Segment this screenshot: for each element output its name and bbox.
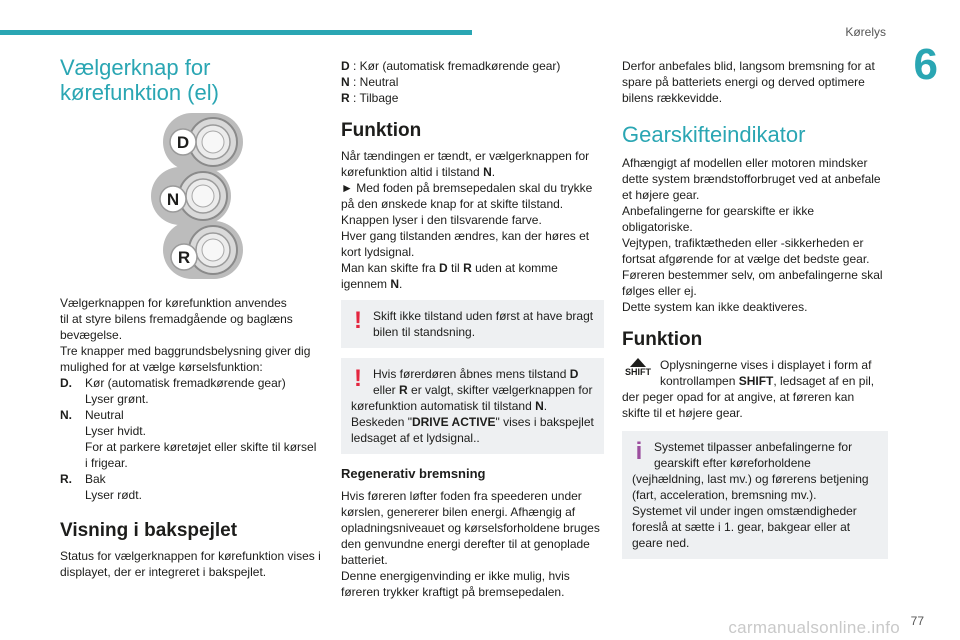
text-line: fortsat afgørende for at vælge det bedste gear. [622,252,870,266]
mode-line-r: R : Tilbage [341,91,399,105]
text-line: Status for vælgerknappen for kørefunktion vises i [60,549,321,563]
knob-d-label: D [176,133,190,152]
text-line: displayet, der er integreret i bakspejlet. [60,565,267,579]
warning-exclamation-icon: ! [354,307,362,334]
text-line: Denne energigenvinding er ikke mulig, hvis [341,569,570,583]
text-line: Knappen lyser i den tilsvarende farve. [341,213,542,227]
text-line: ► Med foden på bremsepedalen skal du trykke [341,181,593,195]
text-line: For at parkere køretøjet eller skifte til kørsel [85,440,317,454]
text-line: (fart, acceleration, bremsning mv.). [632,488,817,502]
text-line: (vejhældning, last mv.) og førerens betjening [632,472,869,486]
text-line: Vejtypen, trafiktætheden eller -sikkerheden er [622,236,864,250]
info-i-icon: i [635,438,643,465]
text-line: bilens rækkevidde. [622,91,723,105]
text-line: til at styre bilens fremadgående og baglæns [60,312,293,326]
text-line: kørefunktion automatisk til tilstand N. [351,399,548,413]
text-line: Dette system kan ikke deaktiveres. [622,300,808,314]
text-line: Lyser rødt. [85,488,142,502]
text-line: Føreren bestemmer selv, om anbefalingerne skal [622,268,883,282]
text-line: gearskift efter køreforholdene [654,456,811,470]
text-line: kort lydsignal. [341,245,415,259]
heading-gearshift-indicator: Gearskifteindikator [622,122,806,147]
function-text [341,148,604,292]
selector-knobs-illustration [91,111,291,281]
text-line: følges eller ej. [622,284,697,298]
text-line: igennem N. [341,277,403,291]
text-line: foreslå at sætte i 1. gear, bakgear eller at [632,520,851,534]
text-line: Systemet vil under ingen omstændigheder [632,504,857,518]
text-line: Kør (automatisk fremadkørende gear) [85,376,286,390]
text-line: Hver gang tilstanden ændres, kan der høres et [341,229,590,243]
text-line: Skift ikke tilstand uden først at have bragt [373,309,594,323]
text-line: Hvis førerdøren åbnes mens tilstand D [373,367,579,381]
knob-r-label: R [177,248,191,267]
regen-text [341,488,604,600]
text-line: Afhængigt af modellen eller motoren mindsker [622,156,868,170]
text-line: bevægelse. [60,328,123,342]
heading-line-1: Vælgerknap for [60,55,211,80]
shift-up-arrow-icon [622,356,654,380]
text-line: geare ned. [632,536,690,550]
gearshift-text [622,155,888,315]
chapter-number: 6 [913,40,938,89]
text-line: føreren trykker kraftigt på bremsepedalen. [341,585,565,599]
text-line: dette system brændstofforbruget ved at anbefale [622,172,881,186]
text-line: Anbefalingerne for gearskifte er ikke obligatoriske. [622,204,815,234]
shift-text [622,357,888,421]
definition-term: D. [60,376,72,390]
text-line: den genvundne energi derefter til at genoplade [341,537,590,551]
text-line: opladningsniveauet og kørselsforholdene bruges [341,521,600,535]
text-line: Hvis føreren løfter foden fra speederen under [341,489,582,503]
intro-text [60,295,322,375]
mode-definition-list [60,375,322,503]
text-line: i frigear. [85,456,128,470]
mode-line-d: D : Kør (automatisk fremadkørende gear) [341,59,561,73]
warning-box-1 [341,300,604,348]
text-line: et højere gear. [622,188,700,202]
warning-box-2 [341,358,604,454]
watermark: carmanualsonline.info [728,618,900,637]
heading-function-2: Funktion [622,329,703,350]
text-line: Neutral [85,408,124,422]
heading-line-2: kørefunktion (el) [60,80,219,105]
text-line: batteriet. [341,553,388,567]
section-heading-selector [60,55,322,105]
mode-line-n: N : Neutral [341,75,399,89]
text-line: der peger opad for at angive, at føreren kan [622,390,855,404]
knob-n-label: N [166,190,180,209]
text-line: Når tændingen er tændt, er vælgerknappen for [341,149,590,163]
info-box [622,431,888,559]
text-line: kontrollampen SHIFT, ledsaget af en pil, [660,374,875,388]
text-line: på den ønskede knap for at skifte tilstand. [341,197,564,211]
text-line: skifte til et højere gear. [622,406,743,420]
text-line: kørslen, genererer bilen energi. Afhængig af [341,505,576,519]
text-line: Bak [85,472,106,486]
definition-r [60,471,322,503]
text-line: Lyser hvidt. [85,424,146,438]
text-line: Derfor anbefales blid, langsom bremsning for at [622,59,875,73]
definition-d [60,375,322,407]
section-title: Kørelys [845,25,886,39]
heading-mirror-display: Visning i bakspejlet [60,520,238,541]
text-line: bilen til standsning. [373,325,476,339]
header-accent-bar [0,30,472,35]
column-3 [622,58,888,559]
text-line: kørefunktion altid i tilstand N. [341,165,496,179]
text-line: ledsaget af et lydsignal.. [351,431,480,445]
warning-exclamation-icon: ! [354,365,362,392]
text-line: Systemet tilpasser anbefalingerne for [654,440,853,454]
shift-icon-label: SHIFT [625,367,651,377]
text-line: Tre knapper med baggrundsbelysning giver dig [60,344,311,358]
column-1 [60,55,322,580]
definition-term: R. [60,472,72,486]
column-2 [341,58,604,600]
definition-term: N. [60,408,72,422]
text-line: spare på batteriets energi og derved optimere [622,75,865,89]
text-line: Beskeden "DRIVE ACTIVE" vises i bakspejlet [351,415,594,429]
text-line: Man kan skifte fra D til R uden at komme [341,261,558,275]
page-number: 77 [910,614,924,628]
text-line: eller R er valgt, skifter vælgerknappen for [373,383,593,397]
heading-regenerative-braking: Regenerativ bremsning [341,466,486,481]
text-line: mulighed for at vælge kørselsfunktion: [60,360,263,374]
text-line: Lyser grønt. [85,392,149,406]
definition-n [60,407,322,471]
text-line: Vælgerknappen for kørefunktion anvendes [60,296,287,310]
heading-function: Funktion [341,120,422,141]
text-line: Oplysningerne vises i displayet i form af [660,358,872,372]
